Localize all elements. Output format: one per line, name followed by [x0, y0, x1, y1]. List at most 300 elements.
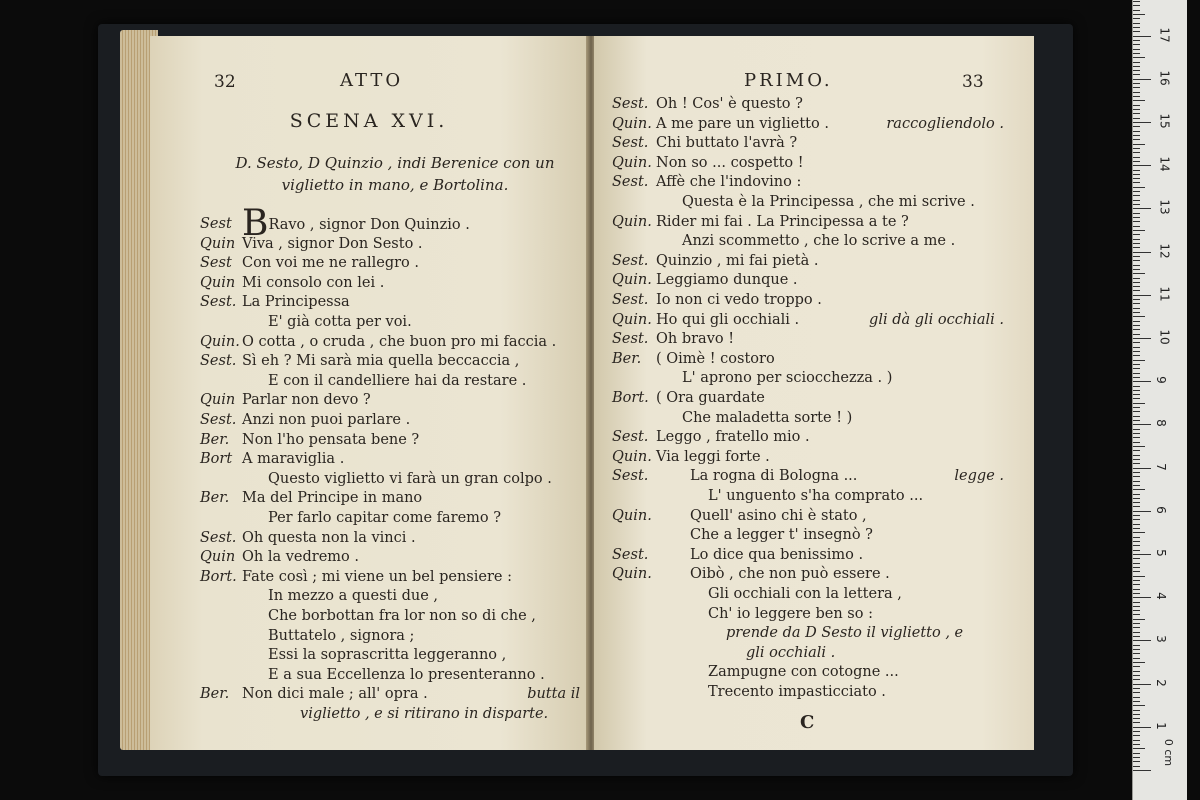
speaker-label: Ber. [200, 431, 230, 448]
ruler-tick [1133, 627, 1140, 628]
ruler-tick [1133, 92, 1140, 93]
verse-line: Buttatelo , signora ; [268, 627, 415, 644]
speaker-label: Quin [200, 549, 236, 566]
ruler-tick [1133, 23, 1140, 24]
ruler-tick [1133, 303, 1140, 304]
verse-line: Fate così ; mi viene un bel pensiere : [242, 568, 512, 585]
ruler-number: 12 [1157, 242, 1172, 259]
ruler-tick [1133, 364, 1140, 365]
drop-cap: B [242, 203, 269, 244]
ruler-tick [1133, 213, 1140, 214]
ruler-tick [1133, 118, 1140, 119]
ruler-tick [1133, 744, 1140, 745]
speaker-label: Quin. [612, 448, 652, 465]
ruler-tick [1133, 144, 1145, 145]
right-page [594, 36, 1034, 750]
stage-direction: gli dà gli occhiali . [869, 311, 1004, 328]
ruler-tick [1133, 373, 1140, 374]
verse-line: La rogna di Bologna ... [690, 468, 858, 485]
ruler-tick [1133, 96, 1140, 97]
ruler-number: 5 [1153, 549, 1168, 557]
verse-line: Via leggi forte . [656, 448, 770, 465]
speaker-label: Quin [200, 235, 236, 252]
ruler-tick [1133, 675, 1140, 676]
verse-line: L' aprono per sciocchezza . ) [682, 370, 893, 387]
ruler-tick [1133, 360, 1145, 361]
ruler-tick [1133, 321, 1140, 322]
ruler-tick [1133, 269, 1140, 270]
ruler-unit: 0 cm [1162, 738, 1176, 767]
speaker-label: Quin [200, 392, 236, 409]
ruler-tick [1133, 148, 1140, 149]
stage-direction: raccogliendolo . [886, 115, 1004, 132]
ruler-tick [1133, 44, 1140, 45]
ruler-tick [1133, 437, 1140, 438]
verse-line: A maraviglia . [242, 451, 345, 468]
ruler-tick [1133, 49, 1140, 50]
speaker-label: Sest. [612, 429, 649, 446]
verse-line: Quell' asino chi è stato , [690, 507, 867, 524]
ruler-tick [1133, 256, 1140, 257]
ruler-number: 8 [1153, 419, 1168, 428]
ruler-tick [1133, 653, 1140, 654]
speaker-label: Ber. [200, 686, 230, 703]
speaker-label: Quin. [612, 272, 652, 289]
ruler-number: 6 [1153, 505, 1168, 514]
ruler-tick [1133, 589, 1140, 590]
ruler-tick [1133, 87, 1140, 88]
ruler-tick [1133, 273, 1145, 274]
ruler-tick [1133, 386, 1140, 387]
ruler-tick [1133, 208, 1151, 209]
ruler-tick [1133, 174, 1140, 175]
ruler-tick [1133, 83, 1140, 84]
ruler-tick [1133, 135, 1140, 136]
ruler-tick [1133, 692, 1140, 693]
ruler-tick [1133, 714, 1140, 715]
ruler-tick [1133, 347, 1140, 348]
speaker-label: Ber. [200, 490, 230, 507]
ruler-number: 3 [1153, 635, 1168, 644]
ruler-tick [1133, 550, 1140, 551]
ruler-tick [1133, 649, 1140, 650]
ruler-tick [1133, 70, 1140, 71]
verse-line: Questa è la Principessa , che mi scrive . [682, 194, 975, 210]
ruler-tick [1133, 524, 1140, 525]
verse-line: Viva , signor Don Sesto . [242, 235, 423, 252]
ruler-tick [1133, 265, 1140, 266]
verse-line: Quinzio , mi fai pietà . [656, 252, 819, 269]
left-page [150, 36, 588, 750]
verse-line: E con il candelliere hai da restare . [268, 372, 527, 389]
ruler-tick [1133, 567, 1140, 568]
ruler-tick [1133, 195, 1140, 196]
ruler-number: 1 [1153, 721, 1168, 730]
ruler-tick [1133, 230, 1145, 231]
ruler-tick [1133, 645, 1140, 646]
ruler-tick [1133, 537, 1140, 538]
ruler-tick [1133, 247, 1140, 248]
ruler-tick [1133, 217, 1140, 218]
ruler-tick [1133, 139, 1140, 140]
ruler-tick [1133, 278, 1140, 279]
ruler-tick [1133, 31, 1140, 32]
speaker-label: Sest [200, 255, 232, 272]
verse-line: A me pare un viglietto . [656, 115, 829, 132]
speaker-label: Sest. [612, 331, 649, 348]
speaker-label: Bort. [612, 390, 649, 406]
verse-line: In mezzo a questi due , [268, 588, 439, 605]
ruler-tick [1133, 731, 1140, 732]
ruler-tick [1133, 105, 1140, 106]
ruler-tick [1133, 476, 1140, 477]
stage-direction: prende da D Sesto il viglietto , e [726, 625, 964, 642]
ruler-tick [1133, 563, 1140, 564]
ruler-tick [1133, 761, 1140, 762]
verse-line: Anzi non puoi parlare . [242, 412, 411, 428]
ruler-tick [1133, 541, 1140, 542]
ruler-tick [1133, 260, 1140, 261]
ruler-tick [1133, 481, 1140, 482]
ruler-tick [1133, 718, 1140, 719]
verse-line: Che a legger t' insegnò ? [690, 527, 873, 544]
ruler-tick [1133, 182, 1140, 183]
verse-line: Mi consolo con lei . [242, 274, 385, 291]
ruler-tick [1133, 368, 1140, 369]
verse-line: Zampugne con cotogne ... [708, 664, 899, 681]
signature-mark: C [800, 712, 815, 733]
speaker-label: Quin. [612, 115, 652, 132]
ruler-tick [1133, 485, 1140, 486]
ruler-tick [1133, 515, 1140, 516]
ruler-number: 17 [1157, 26, 1172, 43]
verse-line: Sì eh ? Mi sarà mia quella beccaccia , [242, 353, 520, 370]
verse-line: Oh ! Cos' è questo ? [656, 96, 803, 112]
ruler-tick [1133, 312, 1140, 313]
speaker-label: Quin. [612, 507, 652, 524]
measuring-ruler [1132, 0, 1187, 800]
ruler-tick [1133, 40, 1140, 41]
ruler-tick [1133, 468, 1151, 469]
speaker-label: Sest. [612, 546, 649, 563]
right-running-head: PRIMO. [744, 70, 833, 91]
verse-line: BRavo , signor Don Quinzio . [242, 203, 470, 244]
verse-line: Leggo , fratello mio . [656, 429, 810, 446]
ruler-tick [1133, 571, 1140, 572]
verse-line: ( Oimè ! costoro [656, 350, 775, 367]
ruler-tick [1133, 658, 1140, 659]
ruler-tick [1133, 632, 1140, 633]
speaker-label: Sest. [612, 96, 649, 112]
speaker-label: Sest. [200, 529, 237, 546]
ruler-number: 2 [1153, 678, 1168, 687]
ruler-tick [1133, 727, 1151, 728]
verse-line: E a sua Eccellenza lo presenteranno . [268, 666, 545, 683]
ruler-tick [1133, 442, 1140, 443]
ruler-tick [1133, 226, 1140, 227]
ruler-tick [1133, 74, 1140, 75]
ruler-tick [1133, 446, 1145, 447]
ruler-tick [1133, 53, 1140, 54]
verse-line: Parlar non devo ? [242, 392, 371, 409]
ruler-tick [1133, 623, 1140, 624]
ruler-tick [1133, 489, 1145, 490]
ruler-tick [1133, 519, 1140, 520]
ruler-tick [1133, 100, 1145, 101]
ruler-tick [1133, 528, 1140, 529]
ruler-tick [1133, 722, 1140, 723]
ruler-tick [1133, 502, 1140, 503]
ruler-tick [1133, 122, 1151, 123]
verse-line: Oh bravo ! [656, 331, 735, 348]
ruler-tick [1133, 18, 1140, 19]
ruler-tick [1133, 558, 1140, 559]
ruler-tick [1133, 740, 1140, 741]
speaker-label: Quin [200, 274, 236, 291]
ruler-tick [1133, 191, 1140, 192]
ruler-tick [1133, 593, 1140, 594]
speaker-label: Bort. [200, 568, 237, 585]
ruler-tick [1133, 576, 1145, 577]
ruler-tick [1133, 325, 1140, 326]
ruler-tick [1133, 381, 1151, 382]
ruler-tick [1133, 113, 1140, 114]
verse-line: L' unguento s'ha comprato ... [708, 488, 924, 504]
verse-line: Essi la soprascritta leggeranno , [268, 647, 507, 664]
ruler-tick [1133, 295, 1151, 296]
ruler-tick [1133, 701, 1140, 702]
verse-line: Anzi scommetto , che lo scrive a me . [682, 233, 956, 250]
verse-line: Affè che l'indovino : [656, 174, 802, 191]
stage-direction: legge . [954, 468, 1004, 485]
verse-line: E' già cotta per voi. [268, 314, 412, 330]
speaker-label: Sest [200, 216, 232, 232]
ruler-tick [1133, 403, 1145, 404]
ruler-tick [1133, 606, 1140, 607]
ruler-tick [1133, 619, 1145, 620]
ruler-tick [1133, 679, 1140, 680]
ruler-tick [1133, 697, 1140, 698]
verse-line: Rider mi fai . La Principessa a te ? [656, 213, 909, 230]
verse-line: Che maladetta sorte ! ) [682, 409, 853, 426]
verse-line: Oh questa non la vinci . [242, 529, 416, 546]
ruler-tick [1133, 688, 1140, 689]
speaker-label: Sest. [612, 174, 649, 191]
ruler-tick [1133, 5, 1140, 6]
ruler-tick [1133, 429, 1140, 430]
verse-line: Leggiamo dunque . [656, 272, 798, 289]
ruler-tick [1133, 79, 1151, 80]
ruler-number: 16 [1157, 70, 1172, 86]
speaker-label: Sest. [200, 353, 237, 370]
verse-line: Trecento impasticciato . [708, 684, 886, 700]
speaker-label: Sest. [612, 292, 649, 308]
ruler-tick [1133, 10, 1140, 11]
ruler-tick [1133, 459, 1140, 460]
ruler-tick [1133, 316, 1145, 317]
speaker-label: Sest. [612, 468, 649, 485]
verse-line: Chi buttato l'avrà ? [656, 135, 798, 152]
ruler-tick [1133, 390, 1140, 391]
speaker-label: Sest. [612, 135, 649, 152]
ruler-tick [1133, 602, 1140, 603]
verse-line: Oibò , che non può essere . [690, 566, 890, 583]
ruler-tick [1133, 66, 1140, 67]
ruler-number: 9 [1153, 376, 1168, 385]
ruler-tick [1133, 342, 1140, 343]
ruler-number: 15 [1157, 113, 1172, 129]
ruler-tick [1133, 62, 1140, 63]
ruler-tick [1133, 416, 1140, 417]
speaker-label: Bort [200, 451, 233, 468]
speaker-label: Ber. [612, 350, 642, 367]
ruler-tick [1133, 377, 1140, 378]
verse-line: Ho qui gli occhiali . [656, 311, 800, 328]
ruler-tick [1133, 170, 1140, 171]
ruler-tick [1133, 308, 1140, 309]
verse-line: Oh la vedremo . [242, 549, 359, 566]
ruler-tick [1133, 735, 1140, 736]
ruler-tick [1133, 161, 1140, 162]
ruler-number: 4 [1153, 592, 1168, 601]
ruler-tick [1133, 394, 1140, 395]
ruler-tick [1133, 351, 1140, 352]
ruler-number: 10 [1157, 329, 1172, 345]
verse-line: La Principessa [242, 294, 350, 311]
ruler-tick [1133, 27, 1140, 28]
ruler-tick [1133, 580, 1140, 581]
ruler-tick [1133, 498, 1140, 499]
ruler-tick [1133, 239, 1140, 240]
left-running-head: ATTO [340, 70, 404, 91]
verse-line: ( Ora guardate [656, 390, 765, 406]
ruler-tick [1133, 705, 1145, 706]
verse-line: Ma del Principe in mano [242, 490, 423, 507]
ruler-number: 14 [1157, 156, 1172, 172]
verse-line: Non so ... cospetto ! [656, 154, 804, 171]
speaker-label: Quin. [612, 154, 652, 171]
speaker-label: Quin. [200, 333, 240, 350]
ruler-tick [1133, 234, 1140, 235]
ruler-tick [1133, 748, 1145, 749]
ruler-tick [1133, 131, 1140, 132]
ruler-tick [1133, 157, 1140, 158]
stage-direction: butta il [527, 686, 580, 703]
stage-direction: gli occhiali . [746, 644, 836, 661]
verse-line: Non l'ho pensata bene ? [242, 431, 420, 448]
stage-direction: viglietto , e si ritirano in disparte. [300, 706, 549, 722]
ruler-tick [1133, 420, 1140, 421]
ruler-tick [1133, 757, 1140, 758]
verse-line: Questo viglietto vi farà un gran colpo . [268, 470, 552, 487]
verse-line: O cotta , o cruda , che buon pro mi faccia . [242, 333, 557, 350]
speaker-label: Quin. [612, 311, 652, 328]
ruler-tick [1133, 710, 1140, 711]
ruler-tick [1133, 424, 1151, 425]
ruler-tick [1133, 614, 1140, 615]
ruler-tick [1133, 14, 1145, 15]
ruler-tick [1133, 494, 1140, 495]
speaker-label: Sest. [612, 252, 649, 269]
ruler-tick [1133, 532, 1145, 533]
ruler-tick [1133, 398, 1140, 399]
verse-line: Gli occhiali con la lettera , [708, 586, 902, 602]
ruler-tick [1133, 299, 1140, 300]
ruler-tick [1133, 753, 1140, 754]
verse-line: Per farlo capitar come faremo ? [268, 510, 502, 526]
speaker-label: Sest. [200, 412, 237, 428]
ruler-tick [1133, 511, 1151, 512]
ruler-tick [1133, 286, 1140, 287]
verse-line: Che borbottan fra lor non so di che , [268, 608, 536, 624]
ruler-tick [1133, 450, 1140, 451]
ruler-tick [1133, 584, 1140, 585]
ruler-tick [1133, 252, 1151, 253]
ruler-tick [1133, 200, 1140, 201]
ruler-tick [1133, 187, 1145, 188]
ruler-tick [1133, 455, 1140, 456]
ruler-tick [1133, 506, 1140, 507]
ruler-tick [1133, 554, 1151, 555]
ruler-tick [1133, 1, 1140, 2]
ruler-tick [1133, 640, 1151, 641]
ruler-tick [1133, 610, 1140, 611]
ruler-tick [1133, 338, 1151, 339]
ruler-tick [1133, 204, 1140, 205]
ruler-tick [1133, 770, 1151, 771]
ruler-tick [1133, 243, 1140, 244]
ruler-tick [1133, 766, 1140, 767]
ruler-tick [1133, 126, 1140, 127]
ruler-tick [1133, 407, 1140, 408]
ruler-tick [1133, 597, 1151, 598]
speaker-label: Quin. [612, 566, 652, 583]
ruler-number: 7 [1153, 462, 1168, 471]
ruler-tick [1133, 433, 1140, 434]
ruler-tick [1133, 472, 1140, 473]
ruler-tick [1133, 411, 1140, 412]
verse-line: Ch' io leggere ben so : [708, 605, 873, 622]
verse-line: Io non ci vedo troppo . [656, 292, 822, 308]
ruler-tick [1133, 178, 1140, 179]
ruler-tick [1133, 666, 1140, 667]
scene-heading: D. Sesto, D Quinzio , indi Berenice con un viglietto in mano, e Bortolina. [235, 154, 555, 194]
verse-line: Non dici male ; all' opra . [242, 686, 428, 703]
verse-line: Lo dice qua benissimo . [690, 546, 864, 563]
ruler-tick [1133, 662, 1145, 663]
ruler-tick [1133, 329, 1140, 330]
ruler-tick [1133, 165, 1151, 166]
verse-line: Con voi me ne rallegro . [242, 255, 420, 272]
ruler-tick [1133, 684, 1151, 685]
ruler-number: 11 [1157, 286, 1172, 302]
ruler-tick [1133, 463, 1140, 464]
ruler-tick [1133, 545, 1140, 546]
right-page-number: 33 [962, 72, 984, 92]
ruler-tick [1133, 221, 1140, 222]
left-page-number: 32 [214, 72, 236, 92]
ruler-tick [1133, 355, 1140, 356]
ruler-tick [1133, 152, 1140, 153]
ruler-tick [1133, 282, 1140, 283]
ruler-tick [1133, 636, 1140, 637]
ruler-tick [1133, 290, 1140, 291]
ruler-tick [1133, 334, 1140, 335]
ruler-number: 13 [1157, 199, 1172, 216]
ruler-tick [1133, 671, 1140, 672]
ruler-tick [1133, 36, 1151, 37]
scene-title: SCENA XVI. [289, 110, 449, 132]
